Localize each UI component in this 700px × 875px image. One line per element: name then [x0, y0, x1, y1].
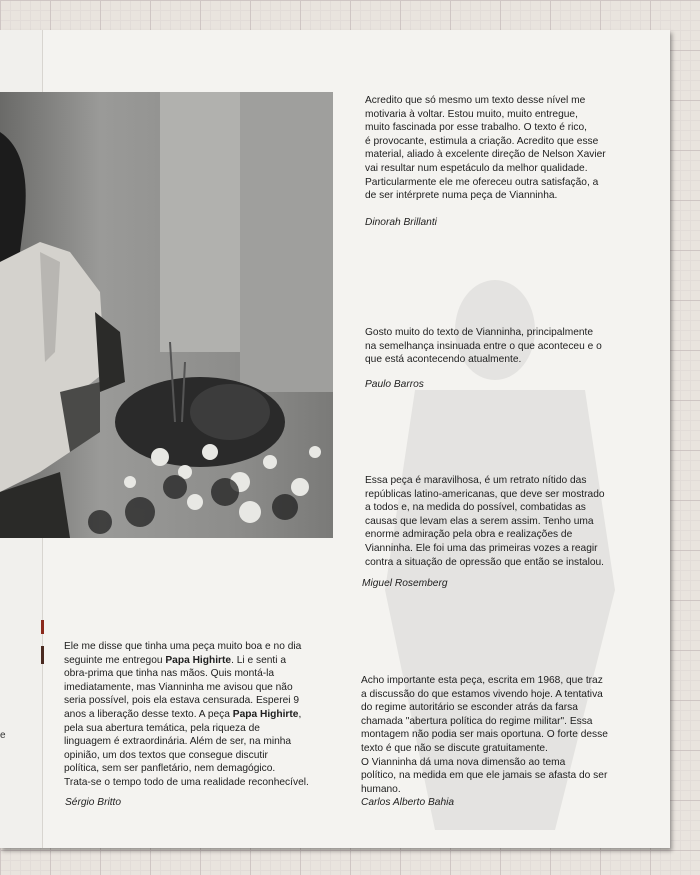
- quote-dinorah: [365, 94, 655, 228]
- quote-text-part: Ele me disse que tinha uma peça muito boa e no dia seguinte me entregou: [64, 641, 302, 666]
- quote-text: Essa peça é maravilhosa, é um retrato nítido das repúblicas latino-americanas, que deve ser mostrado a todos e, na medida do possível, combatidas as causas que levam elas a serem assim. Tenho uma enorme admiração pela obra e realizações de Vianninha. Ele foi uma das primeiras vozes a reagir contra a situação de opressão que então se instalou.: [365, 475, 605, 568]
- quote-text: Acredito que só mesmo um texto desse nível me motivaria à voltar. Estou muito, muito entregue, muito fascinada por esse trabalho. O texto é rico, é provocante, estimula a criação. Acredito que esse material, aliado à excelente direção de Nelson Xavier vai resultar num espetáculo da melhor qualidade. Particularmente ele me ofereceu outra satisfação, a de ser intérprete numa peça de Vianninha.: [365, 95, 606, 202]
- quote-author: Sérgio Britto: [65, 797, 122, 808]
- play-title: Papa Highirte: [165, 654, 232, 666]
- quote-miguel: [362, 474, 655, 589]
- quote-author: Paulo Barros: [365, 379, 424, 390]
- brochure-page: [0, 30, 670, 848]
- red-margin-mark-2: [41, 646, 44, 664]
- quote-author: Miguel Rosemberg: [362, 578, 448, 589]
- quote-text-part: . Li e senti a obra-prima que tinha nas mãos. Quis montá-la imediatamente, mas Vianninha me avisou que não seria possível, pois ela estava censurada. Esperei 9 anos a liberação desse texto. A peça: [64, 654, 300, 720]
- quote-sergio: [64, 640, 344, 808]
- play-title: Papa Highirte: [232, 708, 299, 720]
- quote-carlos: [361, 674, 661, 808]
- rehearsal-photo: [0, 92, 333, 538]
- quote-text: Gosto muito do texto de Vianninha, principalmente na semelhança insinuada entre o que aconteceu e o que está acontecendo atualmente.: [365, 327, 602, 366]
- quote-text: [64, 640, 344, 790]
- quote-text: Acho importante esta peça, escrita em 1968, que traz a discussão do que estamos vivendo hoje. A tentativa do regime autoritário se esconder atrás da farsa chamada "abertura política do regime militar". Essa montagem não podia ser mais oportuna. O forte desse texto é que não se discute gratuitamente. O Vianninha dá uma nova dimensão ao tema político, na medida em que ele jamais se afasta do ser humano.: [361, 675, 608, 795]
- quote-text-part: , pela sua abertura temática, pela riqueza de linguagem é extraordinária. Além de ser, na minha opinião, um dos textos que consegue discutir política, sem ser panfletário, nem demagógico. Trata-se o tempo todo de uma realidade reconhecível.: [64, 708, 309, 788]
- quote-author: Carlos Alberto Bahia: [361, 797, 455, 808]
- red-margin-mark: [41, 620, 44, 634]
- quote-paulo: [365, 326, 655, 390]
- margin-text-fragment: e: [0, 730, 6, 741]
- quote-author: Dinorah Brillanti: [365, 217, 437, 228]
